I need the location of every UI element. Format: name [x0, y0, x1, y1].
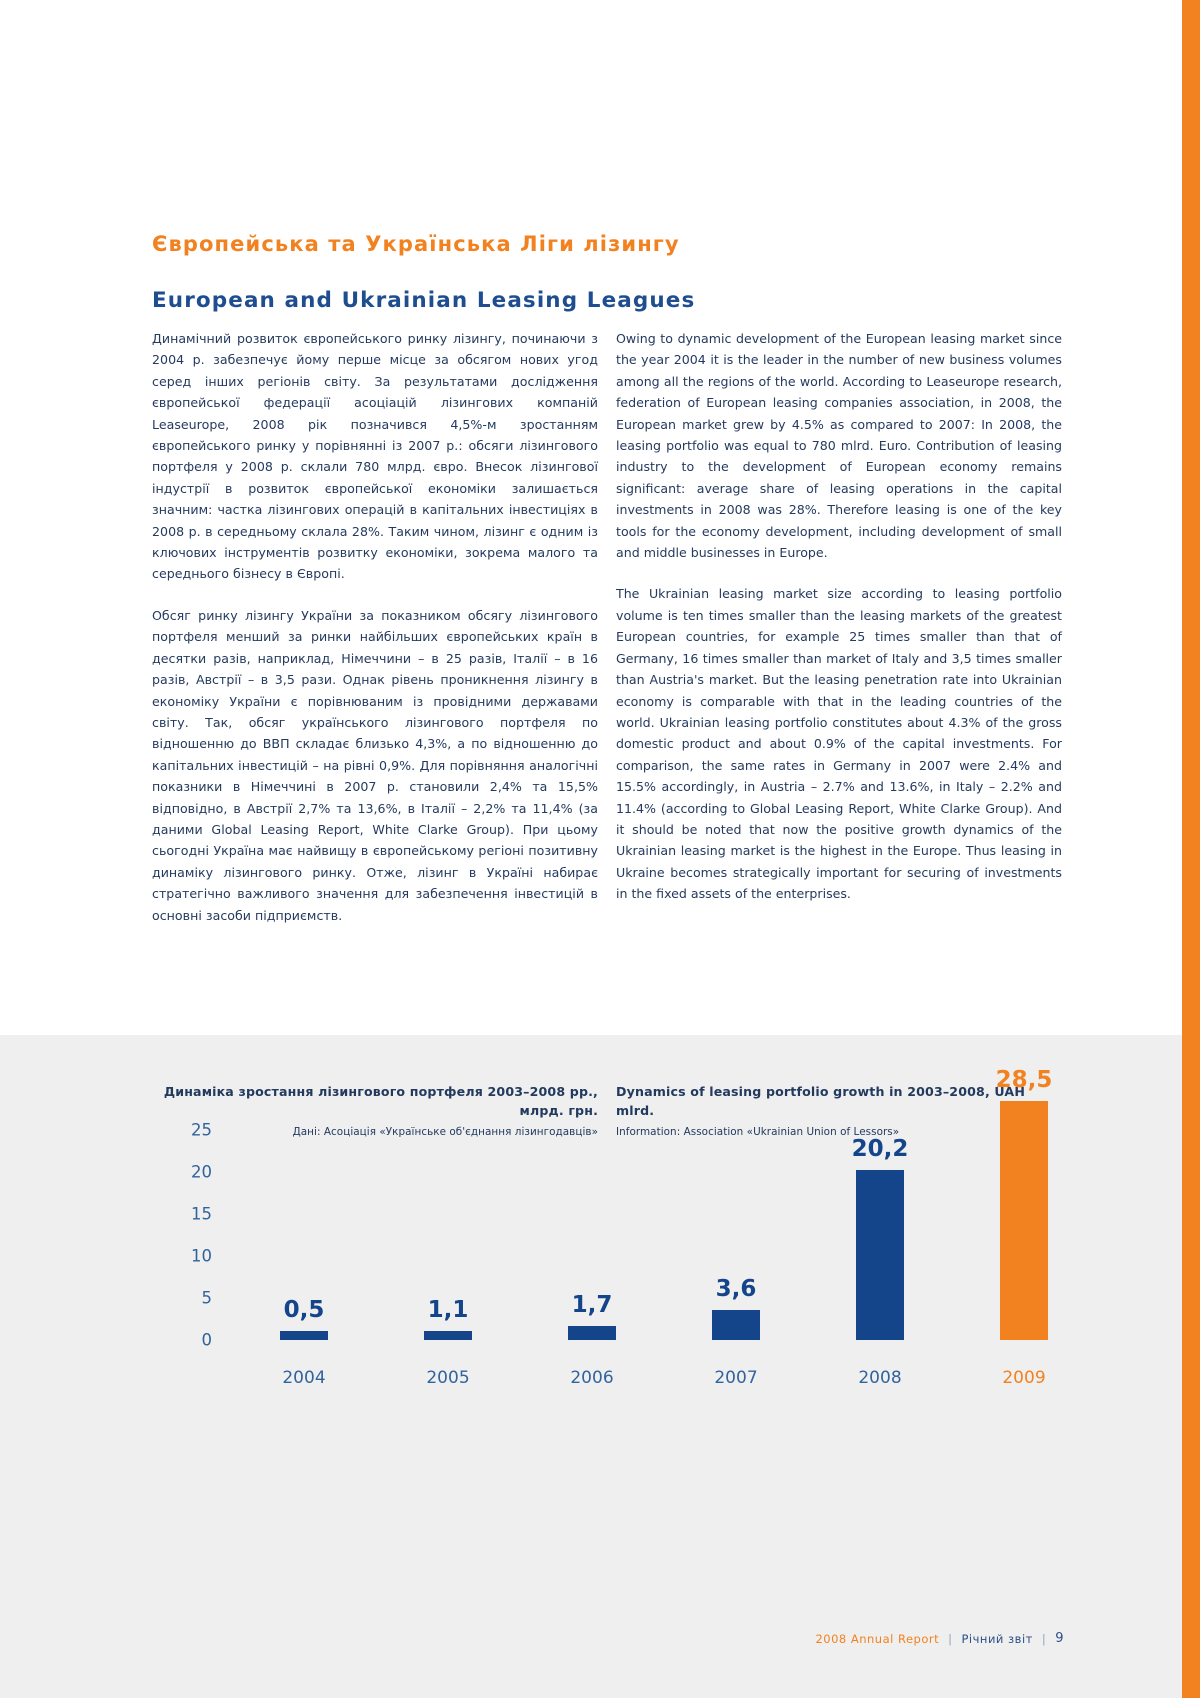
bar-value-label-2007: 3,6 — [715, 1275, 757, 1302]
bar-value-label-2004: 0,5 — [283, 1297, 325, 1323]
y-axis-tick-25: 25 — [191, 1120, 212, 1140]
bar-value-label-2005: 1,1 — [427, 1296, 469, 1323]
bar-2006 — [568, 1326, 616, 1340]
two-column-body — [152, 328, 1062, 926]
x-axis-tick-2008: 2008 — [858, 1368, 902, 1388]
y-axis-tick-10: 10 — [191, 1246, 212, 1266]
y-axis-tick-5: 5 — [201, 1288, 212, 1308]
x-axis-tick-2004: 2004 — [282, 1368, 326, 1388]
bar-group-2008 — [808, 1090, 952, 1420]
bar-value-label-2006: 1,7 — [571, 1291, 613, 1318]
chart-source-ukrainian: Дані: Асоціація «Українське об'єднання лізингодавців» — [292, 1126, 598, 1138]
bar-value-label-2008: 20,2 — [851, 1136, 909, 1163]
paragraph-en-1: Owing to dynamic development of the European leasing market since the year 2004 it is the leader in the number of new business volumes among all the regions of the world. According to Leaseurope research, federation of European leasing companies association, in 2008, the European market grew by 4.5% as compared to 2007: In 2008, the leasing portfolio was equal to 780 mlrd. Euro. Contribution of leasing industry to the development of European economy remains significant: average share of leasing operations in the capital investments in 2008 was 28%. Therefore leasing is one of the key tools for the economy development, including development of small and middle businesses in Europe. — [616, 331, 1062, 561]
bar-series — [232, 1066, 1062, 1420]
chart-title-ukrainian: Динаміка зростання лізингового портфеля 2003–2008 рр., млрд. грн. — [163, 1084, 598, 1118]
x-axis-tick-2006: 2006 — [570, 1368, 614, 1388]
y-axis-tick-15: 15 — [191, 1204, 212, 1224]
bar-chart — [152, 1066, 1062, 1420]
footer-report-ukrainian: Річний звіт — [961, 1631, 1033, 1646]
bar-2009 — [1000, 1101, 1048, 1340]
bar-2007 — [712, 1310, 760, 1340]
footer-report-english: 2008 Annual Report — [815, 1631, 940, 1646]
footer-page-number: 9 — [1055, 1631, 1064, 1646]
bar-group-2009 — [952, 1066, 1096, 1420]
x-axis-tick-2009: 2009 — [1002, 1368, 1046, 1388]
bar-group-2005 — [376, 1090, 520, 1420]
y-axis-tick-0: 0 — [201, 1330, 212, 1350]
footer-separator: | — [948, 1631, 953, 1646]
bar-2004 — [280, 1331, 328, 1340]
bar-value-label-2009: 28,5 — [995, 1066, 1053, 1093]
bar-group-2006 — [520, 1090, 664, 1420]
bar-group-2004 — [232, 1090, 376, 1420]
column-ukrainian — [152, 328, 598, 926]
right-edge-accent-bar — [1182, 0, 1200, 1040]
right-edge-accent-bar-lower — [1182, 1040, 1200, 1698]
page-footer — [815, 1631, 1064, 1646]
bar-group-2007 — [664, 1090, 808, 1420]
column-english — [616, 328, 1062, 926]
page-title-english: European and Ukrainian Leasing Leagues — [152, 288, 696, 313]
page-title-ukrainian: Європейська та Українська Ліги лізингу — [152, 232, 680, 256]
chart-source-english: Information: Association «Ukrainian Union of Lessors» — [616, 1126, 900, 1138]
paragraph-ua-2: Обсяг ринку лізингу України за показником обсягу лізингового портфеля менший за ринки найбільших європейських країн в десятки разів, наприклад, Німеччини – в 25 разів, Італії – в 16 разів, Австрії – в 3,5 рази. Однак рівень проникнення лізингу в економіку України є порівнюваним із провідними державами світу. Так, обсяг українського лізингового портфеля по відношенню до ВВП складає близько 4,3%, а по відношенню до капітальних інвестицій – на рівні 0,9%. Для порівняння аналогічні показники в Німеччині в 2007 р. становили 2,4% та 15,5% відповідно, в Австрії 2,7% та 13,6%, в Італії – 2,2% та 11,4% (за даними Global Leasing Report, White Clarke Group). При цьому сьогодні Україна має найвищу в європейському регіоні позитивну динаміку лізингового ринку. Отже, лізинг в Україні набирає стратегічно важливого значення для забезпечення інвестицій в основні засоби підприємств. — [152, 607, 598, 923]
paragraph-ua-1: Динамічний розвиток європейського ринку лізингу, починаючи з 2004 р. забезпечує йому перше місце за обсягом нових угод серед інших регіонів світу. За результатами дослідження європейської федерації асоціацій лізингових компаній Leaseurope, 2008 рік позначився 4,5%-м зростанням європейського ринку у порівнянні із 2007 р.: обсяги лізингового портфеля у 2008 р. склали 780 млрд. євро. Внесок лізингової індустрії в розвиток європейської економіки залишається значним: частка лізингових операцій в капітальних інвестиціях в 2008 р. в середньому склала 28%. Таким чином, лізинг є одним із ключових інструментів розвитку економіки, зокрема малого та середнього бізнесу в Європі. — [152, 331, 598, 582]
x-axis-tick-2005: 2005 — [426, 1368, 470, 1388]
bar-2005 — [424, 1331, 472, 1340]
bar-2008 — [856, 1170, 904, 1340]
footer-separator-2: | — [1041, 1631, 1047, 1646]
chart-title-english: Dynamics of leasing portfolio growth in 2003–2008, UAH mlrd. — [616, 1084, 1026, 1118]
y-axis-tick-20: 20 — [191, 1162, 212, 1182]
paragraph-en-2: The Ukrainian leasing market size according to leasing portfolio volume is ten times smaller than the leasing markets of the greatest European countries, for example 25 times smaller than that of Germany, 16 times smaller than market of Italy and 3,5 times smaller than Austria's market. But the leasing penetration rate into Ukrainian economy is comparable with that in the leading countries of the world. Ukrainian leasing portfolio constitutes about 4.3% of the gross domestic product and about 0.9% of the capital investments. For comparison, the same rates in Germany in 2007 were 2.4% and 15.5% accordingly, in Austria – 2.7% and 13.6%, in Italy – 2.2% and 11.4% (according to Global Leasing Report, White Clarke Group). And it should be noted that now the positive growth dynamics of the Ukrainian leasing market is the highest in the Europe. Thus leasing in Ukraine becomes strategically important for securing of investments in the fixed assets of the enterprises. — [616, 586, 1062, 902]
x-axis-tick-2007: 2007 — [714, 1368, 758, 1388]
y-axis — [152, 1090, 212, 1420]
